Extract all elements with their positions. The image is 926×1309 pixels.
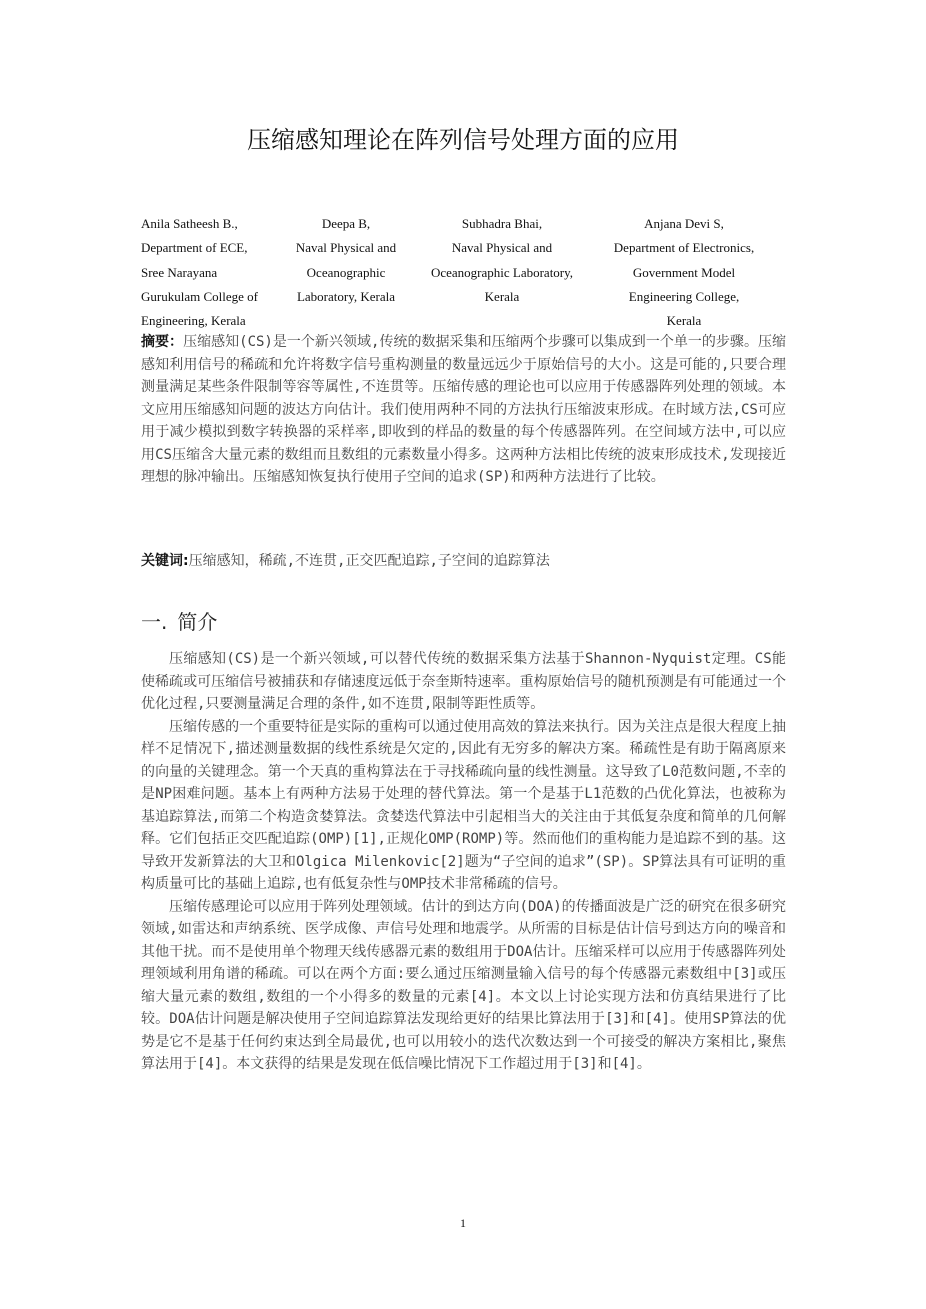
author-2-affiliation-line: Oceanographic [306,264,386,280]
author-3 [422,212,582,309]
author-3-affiliation-line: Oceanographic Laboratory, [430,264,574,280]
author-2 [282,212,410,309]
author-1 [141,212,258,333]
abstract [141,331,786,489]
keywords-text: 压缩感知，稀疏,不连贯,正交匹配追踪,子空间的追踪算法 [188,553,550,569]
section-title: 简介 [177,610,218,634]
author-4 [600,212,768,333]
author-1-affiliation-line: Sree Narayana [141,264,218,280]
paragraph: 压缩传感理论可以应用于阵列处理领域。估计的到达方向(DOA)的传播面波是广泛的研究在很多研究领域,如雷达和声纳系统、医学成像、声信号处理和地震学。从所需的目标是估计信号到达方向的噪音和其他干扰。而不是使用单个物理天线传感器元素的数组用于DOA估计。压缩采样可以应用于传感器阵列处理领域利用角谱的稀疏。可以在两个方面:要么通过压缩测量输入信号的每个传感器元素数组中[3]或压缩大量元素的数组,数组的一个小得多的数量的元素[4]。本文以上讨论实现方法和仿真结果进行了比较。DOA估计问题是解决使用子空间追踪算法发现给更好的结果比算法用于[3]和[4]。使用SP算法的优势是它不是基于任何约束达到全局最优,也可以用较小的迭代次数达到一个可接受的解决方案相比,聚焦算法用于[4]。本文获得的结果是发现在低信噪比情况下工作超过用于[3]和[4]。 [141,898,786,1072]
author-4-affiliation-line: Department of Electronics, [613,240,755,256]
author-1-name: Anila Satheesh B., [141,216,238,231]
paragraph: 压缩传感的一个重要特征是实际的重构可以通过使用高效的算法来执行。因为关注点是很大程度上抽样不足情况下,描述测量数据的线性系统是欠定的,因此有无穷多的解决方案。稀疏性是有助于隔离原来的向量的关键理念。第一个天真的重构算法在于寻找稀疏向量的线性测量。这导致了L0范数问题,不幸的是NP困难问题。基本上有两种方法易于处理的替代算法。第一个是基于L1范数的凸优化算法，也被称为基追踪算法,而第二个构造贪婪算法。贪婪迭代算法中引起相当大的关注由于其低复杂度和简单的几何解释。它们包括正交匹配追踪(OMP)[1],正规化OMP(ROMP)等。然而他们的重构能力是追踪不到的基。这导致开发新算法的大卫和Olgica Milenkovic[2]题为“子空间的追求”(SP)。SP算法具有可证明的重构质量可比的基础上追踪,也有低复杂性与OMP技术非常稀疏的信号。 [141,718,786,892]
paragraph: 压缩感知(CS)是一个新兴领域,可以替代传统的数据采集方法基于Shannon-Nyquist定理。CS能使稀疏或可压缩信号被捕获和存储速度远低于奈奎斯特速率。重构原始信号的随机预测是有可能通过一个优化过程,只要测量满足合理的条件,如不连贯,限制等距性质等。 [141,651,786,712]
keywords [141,550,786,573]
author-1-affiliation-line: Gurukulam College of [141,288,258,304]
author-1-affiliation-line: Engineering, Kerala [141,313,246,329]
section-number: 一. [141,610,168,634]
author-4-affiliation-line: Kerala [666,313,702,329]
keywords-label: 关键词: [141,553,189,569]
author-2-affiliation-line: Laboratory, Kerala [296,288,396,304]
author-3-name: Subhadra Bhai, [461,216,543,231]
author-4-affiliation-line: Government Model [632,264,736,280]
author-4-affiliation-line: Engineering College, [628,288,740,304]
author-1-affiliation-line: Department of ECE, [141,240,248,256]
author-2-name: Deepa B, [321,216,371,231]
section-heading-introduction [141,606,217,635]
author-3-affiliation-line: Naval Physical and [451,240,553,256]
author-3-affiliation-line: Kerala [484,288,520,304]
page-number: 1 [460,1216,466,1230]
author-block [0,212,926,332]
abstract-label: 摘要： [141,334,184,350]
abstract-text: 压缩感知(CS)是一个新兴领域,传统的数据采集和压缩两个步骤可以集成到一个单一的步骤。压缩感知利用信号的稀疏和允许将数字信号重构测量的数量远远少于原始信号的大小。这是可能的,只要合理测量满足某些条件限制等容等属性,不连贯等。压缩传感的理论也可以应用于传感器阵列处理的领域。本文应用压缩感知问题的波达方向估计。我们使用两种不同的方法执行压缩波束形成。在时域方法,CS可应用于减少模拟到数字转换器的采样率,即收到的样品的数量的每个传感器阵列。在空间域方法中,可以应用CS压缩含大量元素的数组而且数组的元素数量小得多。这两种方法相比传统的波束形成技术,发现接近理想的脉冲输出。压缩感知恢复执行使用子空间的追求(SP)和两种方法进行了比较。 [141,334,786,485]
author-4-name: Anjana Devi S, [644,216,724,231]
paper-title: 压缩感知理论在阵列信号处理方面的应用 [247,126,679,154]
author-2-affiliation-line: Naval Physical and [295,240,397,256]
introduction-body [141,648,786,1076]
